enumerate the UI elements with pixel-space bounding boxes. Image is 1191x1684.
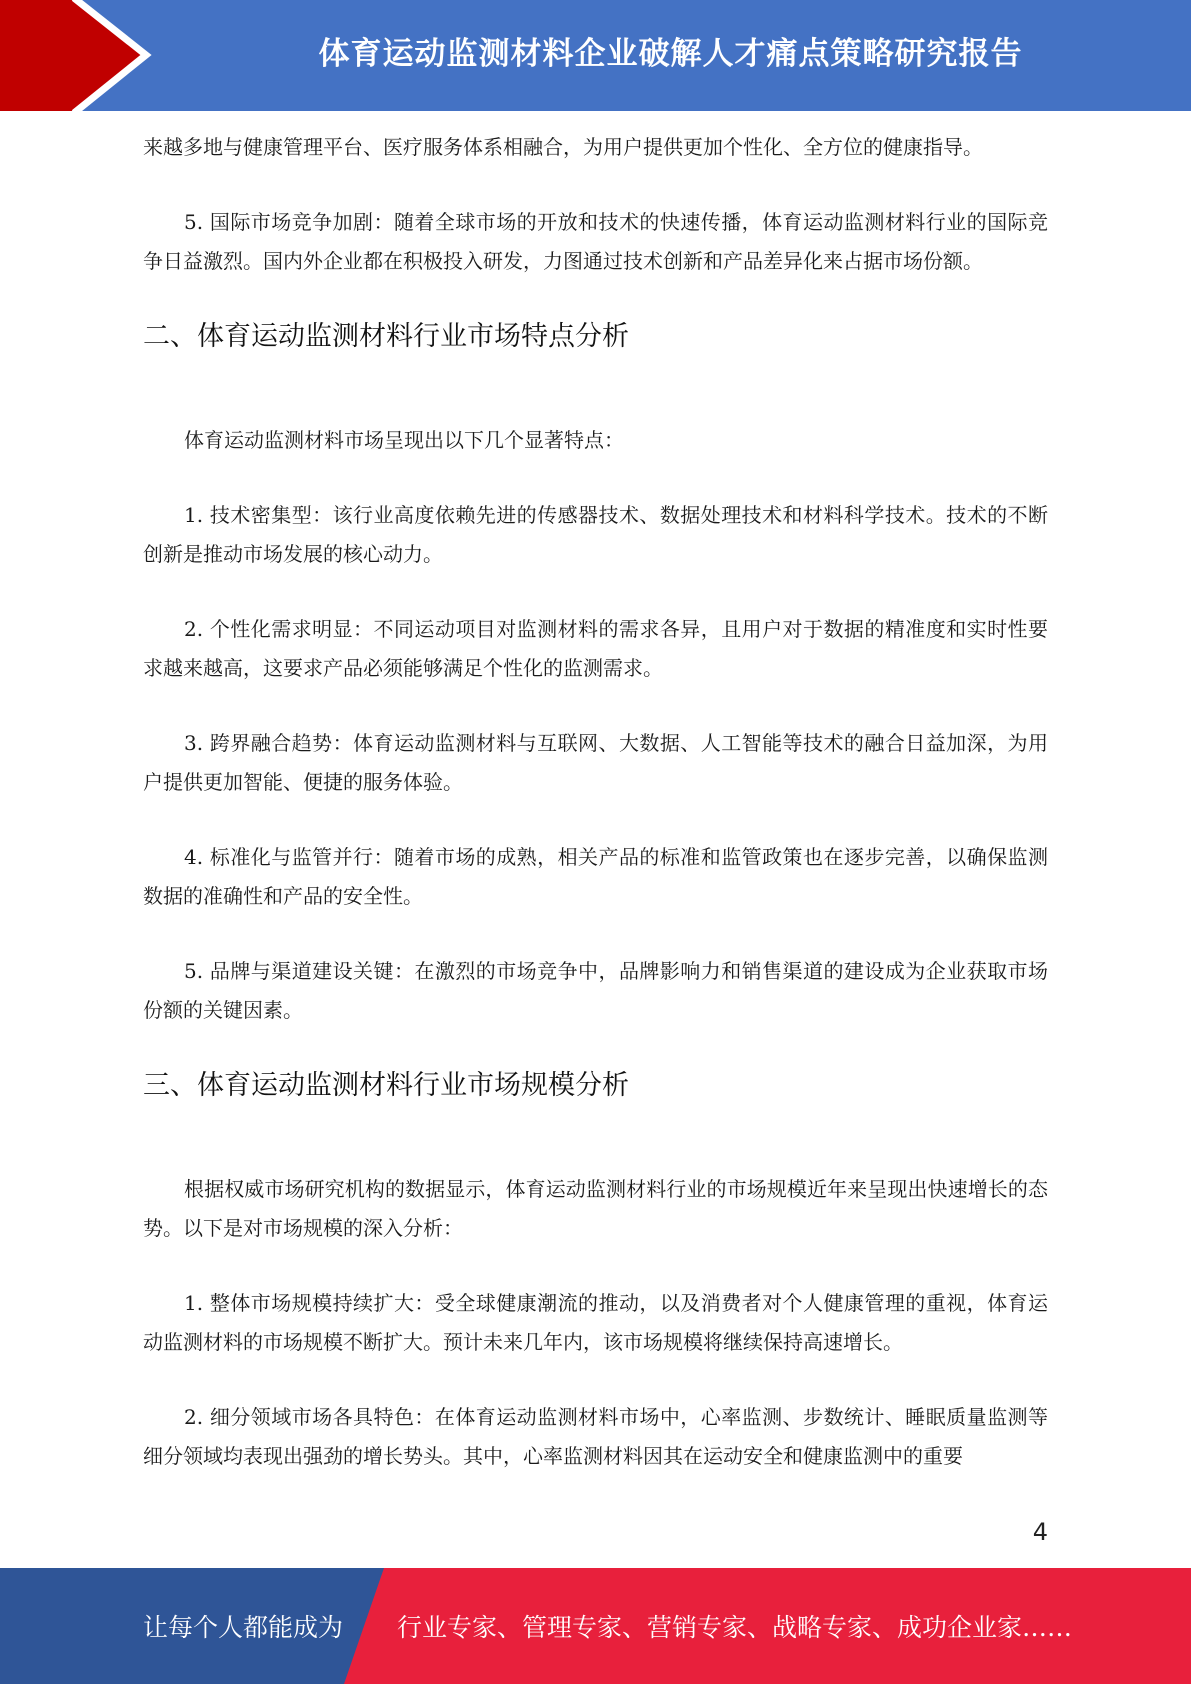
section-heading: 二、体育运动监测材料行业市场特点分析 — [143, 321, 629, 352]
paragraph: 1. 技术密集型：该行业高度依赖先进的传感器技术、数据处理技术和材料科学技术。技术的不断创新是推动市场发展的核心动力。 — [143, 503, 1048, 566]
paragraph: 2. 个性化需求明显：不同运动项目对监测材料的需求各异，且用户对于数据的精准度和实时性要求越来越高，这要求产品必须能够满足个性化的监测需求。 — [143, 617, 1048, 680]
paragraph: 5. 品牌与渠道建设关键：在激烈的市场竞争中，品牌影响力和销售渠道的建设成为企业获取市场份额的关键因素。 — [143, 959, 1048, 1022]
header-title: 体育运动监测材料企业破解人才痛点策略研究报告 — [318, 35, 1023, 72]
paragraph: 3. 跨界融合趋势：体育运动监测材料与互联网、大数据、人工智能等技术的融合日益加深，为用户提供更加智能、便捷的服务体验。 — [143, 731, 1048, 794]
page-header — [0, 0, 1191, 111]
paragraph: 2. 细分领域市场各具特色：在体育运动监测材料市场中，心率监测、步数统计、睡眠质量监测等细分领域均表现出强劲的增长势头。其中，心率监测材料因其在运动安全和健康监测中的重要 — [143, 1405, 1048, 1468]
footer-slogan-left: 让每个人都能成为 — [143, 1613, 344, 1642]
paragraph: 根据权威市场研究机构的数据显示，体育运动监测材料行业的市场规模近年来呈现出快速增长的态势。以下是对市场规模的深入分析： — [143, 1177, 1048, 1240]
paragraph: 1. 整体市场规模持续扩大：受全球健康潮流的推动，以及消费者对个人健康管理的重视，体育运动监测材料的市场规模不断扩大。预计未来几年内，该市场规模将继续保持高速增长。 — [143, 1291, 1048, 1354]
paragraph: 5. 国际市场竞争加剧：随着全球市场的开放和技术的快速传播，体育运动监测材料行业的国际竞争日益激烈。国内外企业都在积极投入研发，力图通过技术创新和产品差异化来占据市场份额。 — [143, 210, 1048, 273]
page-number: 4 — [1032, 1518, 1048, 1546]
paragraph: 4. 标准化与监管并行：随着市场的成熟，相关产品的标准和监管政策也在逐步完善，以确保监测数据的准确性和产品的安全性。 — [143, 845, 1048, 908]
paragraph: 体育运动监测材料市场呈现出以下几个显著特点： — [184, 428, 624, 452]
page-footer — [0, 1568, 1191, 1684]
document-body — [143, 128, 1048, 1512]
paragraph: 来越多地与健康管理平台、医疗服务体系相融合，为用户提供更加个性化、全方位的健康指导。 — [143, 135, 983, 159]
footer-slogan-right: 行业专家、管理专家、营销专家、战略专家、成功企业家…… — [397, 1613, 1073, 1642]
section-heading: 三、体育运动监测材料行业市场规模分析 — [143, 1070, 629, 1101]
